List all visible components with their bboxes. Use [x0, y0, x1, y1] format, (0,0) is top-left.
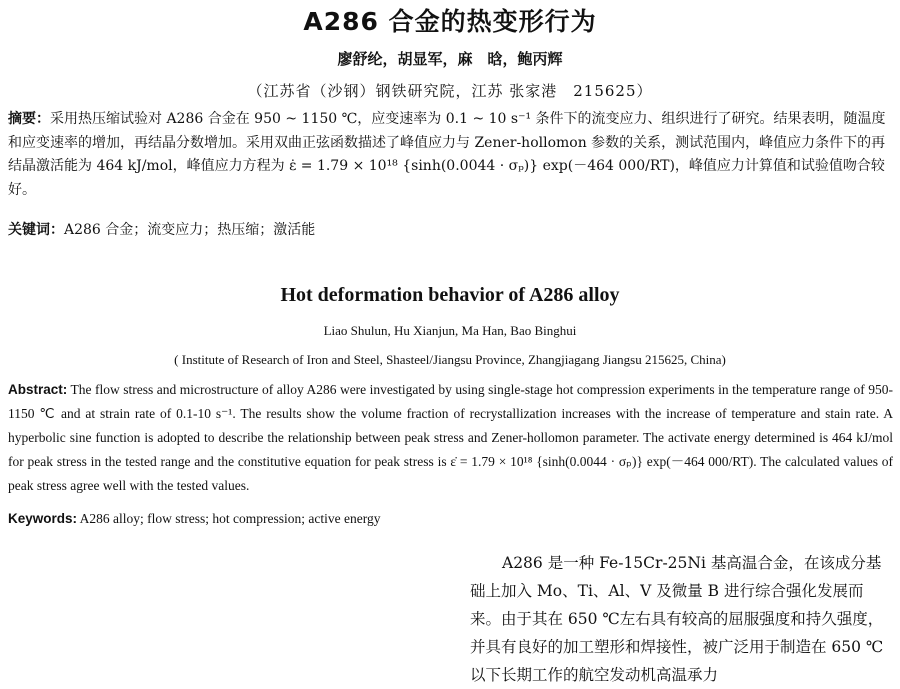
english-authors: Liao Shulun, Hu Xianjun, Ma Han, Bao Binghui: [323, 323, 577, 338]
english-affiliation: ( Institute of Research of Iron and Steel, Shasteel/Jiangsu Province, Zhangjiagang Jiangsu 215625, China): [174, 352, 726, 367]
english-keywords: [8, 511, 893, 527]
english-keywords-text: A286 alloy; flow stress; hot compression; active energy: [79, 511, 381, 526]
chinese-abstract-text: 采用热压缩试验对 A286 合金在 950 ~ 1150 ℃，应变速率为 0.1 ~ 10 s⁻¹ 条件下的流变应力、组织进行了研究。结果表明，随温度和应变速率的增加，再结晶分数增加。采用双曲正弦函数描述了峰值应力与 Zener-hollomon 参数的关系，测试范围内，峰值应力条件下的再结晶激活能为 464 kJ/mol，峰值应力方程为 ε̇ = 1.79 × 10¹⁸ {sinh(0.0044 · σₚ)} exp(－464 000/RT)，峰值应力计算值和试验值吻合较好。: [8, 111, 886, 198]
chinese-abstract-label: 摘要：: [8, 111, 50, 127]
english-abstract: [8, 378, 893, 498]
english-keywords-label: Keywords:: [8, 511, 78, 526]
english-abstract-label: Abstract:: [8, 382, 68, 397]
chinese-abstract: [8, 108, 893, 202]
english-title: Hot deformation behavior of A286 alloy: [280, 284, 620, 306]
english-abstract-text: The flow stress and microstructure of alloy A286 were investigated by using single-stage hot compression experiments in the temperature range of 950-1150 ℃ and at strain rate of 0.1-10 s⁻¹. The results show the volume fraction of recrystallization increases with the increase of temperature and stain rate. A hyperbolic sine function is adopted to describe the relationship between peak stress and Zener-hollomon parameter. The activate energy determined is 464 kJ/mol for peak stress in the tested range and the constitutive equation for peak stress is ε̇ = 1.79 × 10¹⁸ {sinh(0.0044 · σₚ)} exp(－464 000/RT). The calculated values of peak stress agree well with the tested values.: [8, 382, 893, 493]
chinese-keywords-label: 关键词：: [8, 222, 64, 238]
chinese-keywords-text: A286 合金；流变应力；热压缩；激活能: [64, 222, 316, 238]
chinese-title: A286 合金的热变形行为: [303, 7, 597, 36]
introduction-paragraph: A286 是一种 Fe-15Cr-25Ni 基高温合金，在该成分基础上加入 Mo、Ti、Al、V 及微量 B 进行综合强化发展而来。由于其在 650 ℃左右具有较高的屈服强度和持久强度，并具有良好的加工塑形和焊接性，被广泛用于制造在 650 ℃以下长期工作的航空发动机高温承力: [470, 554, 884, 684]
chinese-authors: 廖舒纶，胡显军，麻 晗，鲍丙辉: [337, 50, 563, 68]
chinese-keywords: [8, 219, 893, 239]
chinese-affiliation: （江苏省（沙钢）钢铁研究院，江苏 张家港 215625）: [247, 82, 653, 100]
